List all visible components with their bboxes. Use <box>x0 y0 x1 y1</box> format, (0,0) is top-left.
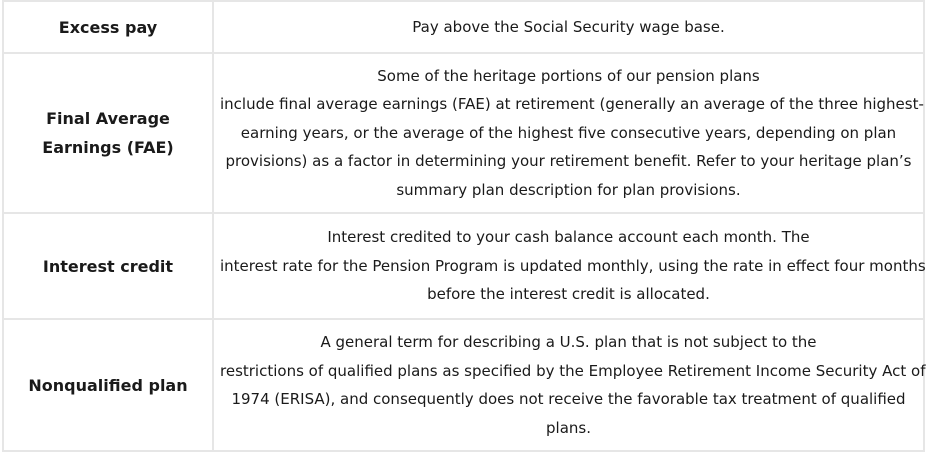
term-cell <box>3 53 213 213</box>
definition-line: A general term for describing a U.S. plan that is not subject to the <box>320 333 817 351</box>
definition-cell <box>213 53 924 213</box>
definition-line: include final average earnings (FAE) at retirement (generally an average of the three highest- <box>220 95 924 114</box>
definition-cell <box>213 213 924 319</box>
definition-line: summary plan description for plan provisions. <box>396 180 741 199</box>
definition-cell <box>213 319 924 451</box>
definition-line: plans. <box>546 418 591 437</box>
term-label: Excess pay <box>58 17 158 37</box>
term-label: Final Average Earnings (FAE) <box>42 109 174 157</box>
definition-line: 1974 (ERISA), and consequently does not receive the favorable tax treatment of qualified <box>231 390 906 408</box>
term-cell <box>3 1 213 53</box>
glossary-row-excess-pay <box>3 1 924 53</box>
term-label: Interest credit <box>42 256 174 276</box>
definition-line: provisions) as a factor in determining your retirement benefit. Refer to your heritage plan’s <box>225 152 912 171</box>
glossary-table <box>2 0 925 452</box>
glossary-row-final-average-earnings <box>3 53 924 213</box>
definition-cell <box>213 1 924 53</box>
definition-line: Interest credited to your cash balance account each month. The <box>327 228 810 247</box>
term-label: Nonqualified plan <box>28 375 188 395</box>
definition-line: Some of the heritage portions of our pension plans <box>377 66 760 85</box>
glossary-row-interest-credit <box>3 213 924 319</box>
term-cell <box>3 319 213 451</box>
definition-line: earning years, or the average of the highest five consecutive years, depending on plan <box>240 123 897 142</box>
glossary-row-nonqualified-plan <box>3 319 924 451</box>
definition-line: restrictions of qualified plans as specified by the Employee Retirement Income Security Act of <box>220 361 926 380</box>
definition-line: before the interest credit is allocated. <box>427 285 710 304</box>
definition-line: interest rate for the Pension Program is updated monthly, using the rate in effect four months <box>220 256 926 275</box>
term-cell <box>3 213 213 319</box>
definition-line: Pay above the Social Security wage base. <box>412 17 725 36</box>
